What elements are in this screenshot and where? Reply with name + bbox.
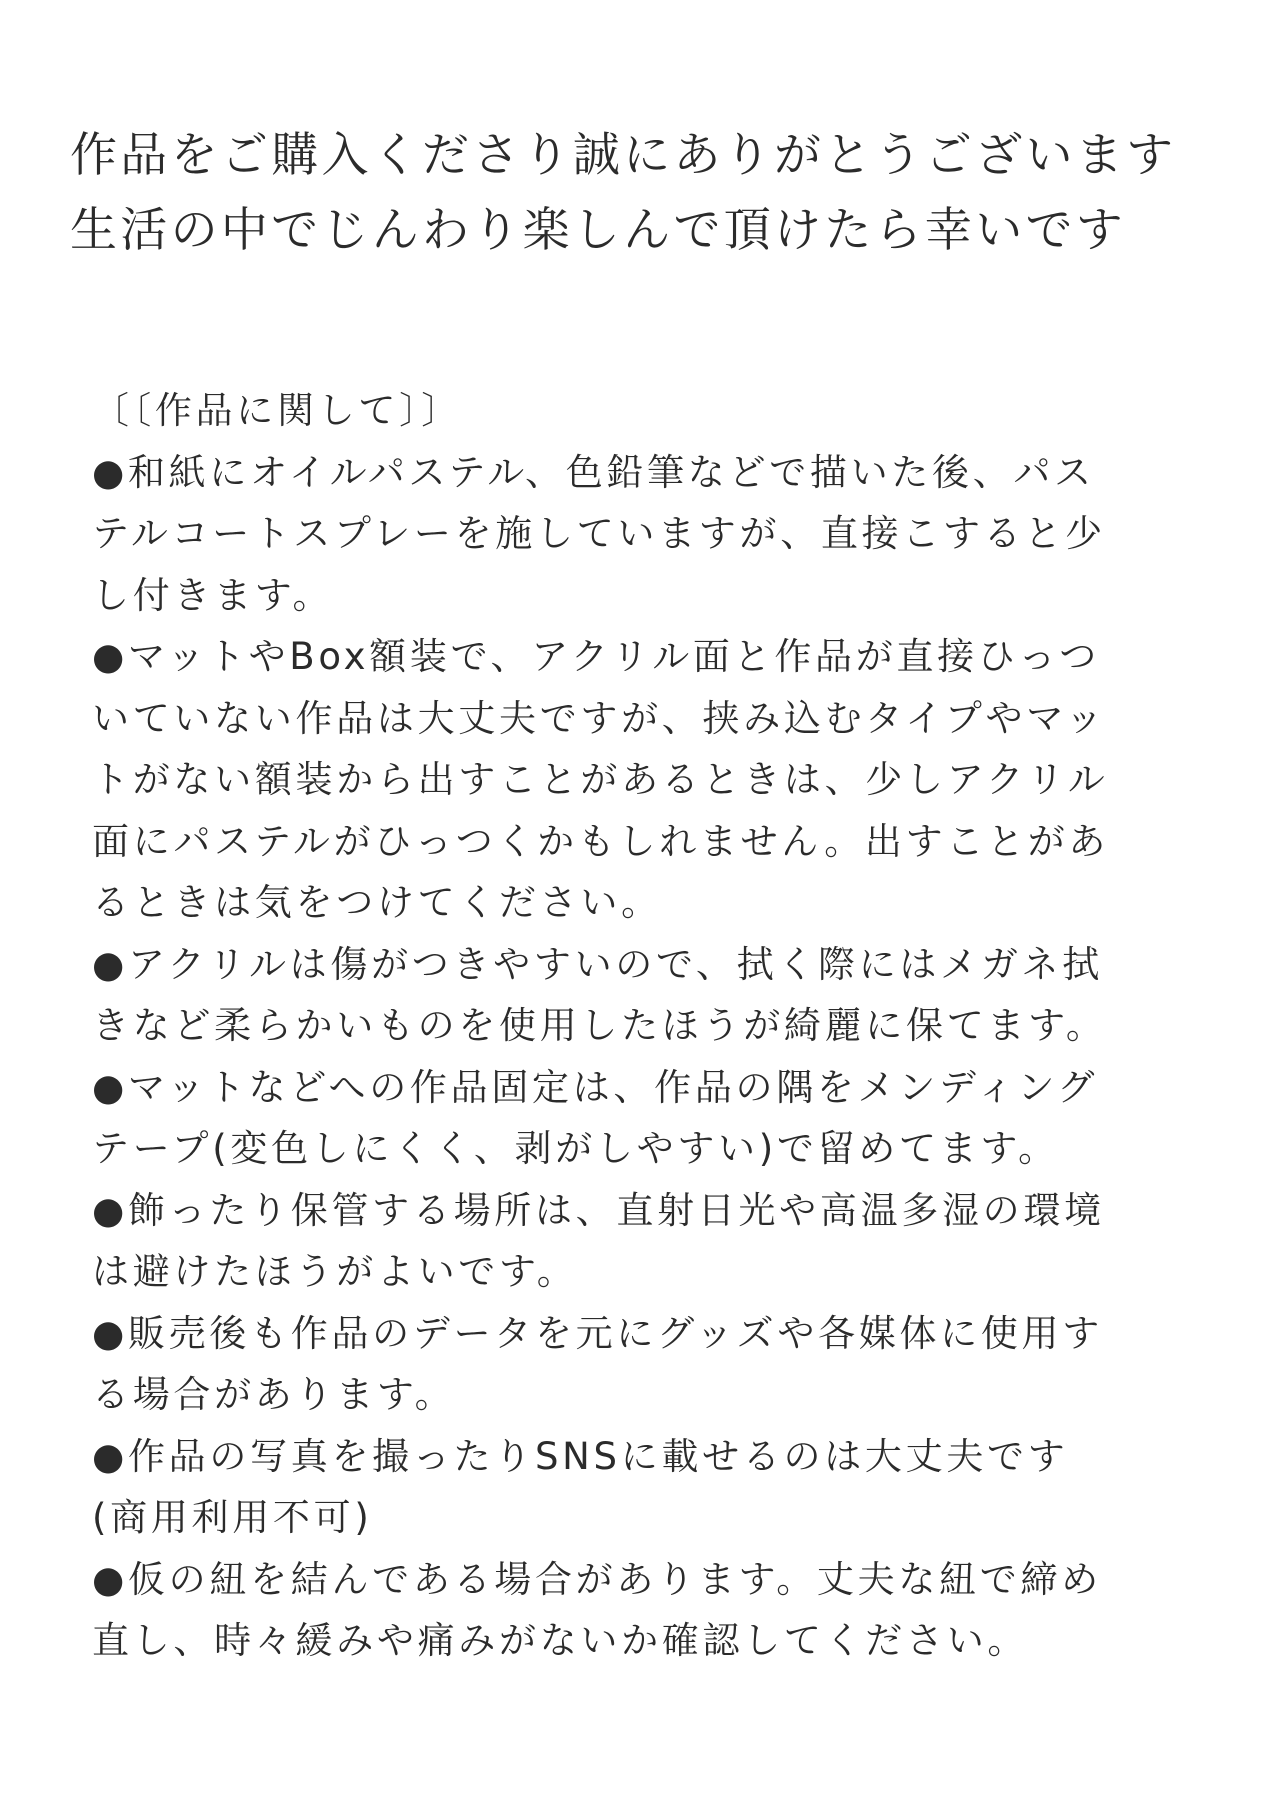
note-line: テルコートスプレーを施していますが、直接こすると少 — [92, 512, 1106, 555]
note-line: ●作品の写真を撮ったりSNSに載せるのは大丈夫です — [92, 1434, 1069, 1478]
note-line: いていない作品は大丈夫ですが、挟み込むタイプやマッ — [92, 696, 1107, 740]
note-line: ●仮の紐を結んである場合があります。丈夫な紐で締め — [92, 1557, 1102, 1601]
artwork-notes — [92, 380, 1187, 1672]
note-line: るときは気をつけてください。 — [92, 881, 662, 924]
notes-heading: 〔〔作品に関して〕〕 — [92, 389, 462, 432]
note-line: ●アクリルは傷がつきやすいので、拭く際にはメガネ拭 — [92, 942, 1103, 986]
note-line: し付きます。 — [92, 573, 334, 617]
note-line: (商用利用不可) — [92, 1496, 373, 1539]
note-line: トがない額装から出すことがあるときは、少しアクリル — [92, 758, 1109, 801]
note-line: は避けたほうがよいです。 — [92, 1250, 578, 1293]
note-line: ●和紙にオイルパステル、色鉛筆などで描いた後、パス — [92, 450, 1095, 494]
thank-you-message — [70, 118, 1230, 268]
note-line: ●マットやBox額装で、アクリル面と作品が直接ひっつ — [92, 635, 1100, 678]
note-line: ●販売後も作品のデータを元にグッズや各媒体に使用す — [92, 1311, 1103, 1355]
thank-you-line: 生活の中でじんわり楽しんで頂けたら幸いです — [70, 203, 1127, 258]
note-line: ●マットなどへの作品固定は、作品の隅をメンディング — [92, 1065, 1099, 1109]
note-line: きなど柔らかいものを使用したほうが綺麗に保てます。 — [92, 1004, 1107, 1047]
note-line: テープ(変色しにくく、剥がしやすい)で留めてます。 — [92, 1127, 1059, 1170]
note-line: る場合があります。 — [92, 1373, 456, 1416]
thank-you-line: 作品をご購入くださり誠にありがとうございます — [70, 128, 1177, 183]
note-line: 直し、時々緩みや痛みがないか確認してください。 — [92, 1619, 1029, 1662]
note-line: 面にパステルがひっつくかもしれません。出すことがあ — [92, 819, 1110, 863]
note-line: ●飾ったり保管する場所は、直射日光や高温多湿の環境 — [92, 1188, 1105, 1232]
